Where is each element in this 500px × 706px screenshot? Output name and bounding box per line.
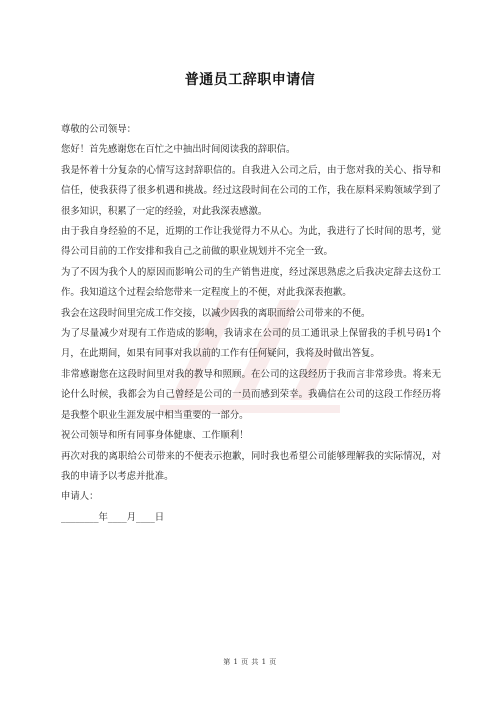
paragraph-wishes: 祝公司领导和所有同事身体健康、工作顺利！	[61, 430, 249, 442]
paragraph-contact: 为了尽量减少对现有工作造成的影响，我请求在公司的员工通讯录上保留我的手机号码1个月，在此期间，如果有同事对我以前的工作有任何疑问，我将及时做出答复。	[61, 328, 441, 360]
paragraph-gratitude: 我是怀着十分复杂的心情写这封辞职信的。自我进入公司之后，由于您对我的关心、指导和信任，使我获得了很多机遇和挑战。经过这段时间在公司的工作，我在原料采购领域学到了很多知识，积累了一定的经验，对此我深表感激。	[61, 164, 441, 217]
paragraph-greeting: 您好！首先感谢您在百忙之中抽出时间阅读我的辞职信。	[61, 144, 296, 156]
paragraph-decision: 为了不因为我个人的原因而影响公司的生产销售进度，经过深思熟虑之后我决定辞去这份工作。我知道这个过程会给您带来一定程度上的不便，对此我深表抱歉。	[61, 266, 441, 299]
paragraph-thanks: 非常感谢您在这段时间里对我的教导和照顾。在公司的这段经历于我而言非常珍贵。将来无论什么时候，我都会为自己曾经是公司的一员而感到荣幸。我确信在公司的这段工作经历将是我整个职业生涯发展中相当重要的一部分。	[61, 368, 441, 421]
signature-label: 申请人：	[61, 491, 99, 503]
paragraph-handover: 我会在这段时间里完成工作交接，以减少因我的离职而给公司带来的不便。	[61, 307, 371, 319]
document-title: 普通员工辞职申请信	[184, 72, 316, 88]
paragraph-apology: 再次对我的离职给公司带来的不便表示抱歉，同时我也希望公司能够理解我的实际情况，对我的申请予以考虑并批准。	[61, 450, 441, 482]
letter-body	[61, 120, 441, 528]
page-footer: 第 1 页 共 1 页	[223, 658, 277, 666]
salutation: 尊敬的公司领导：	[61, 124, 137, 135]
paragraph-reason: 由于我自身经验的不足，近期的工作让我觉得力不从心。为此，我进行了长时间的思考，觉得公司目前的工作安排和我自己之前做的职业规划并不完全一致。	[61, 226, 441, 258]
date-line: ________年____月____日	[61, 511, 165, 523]
